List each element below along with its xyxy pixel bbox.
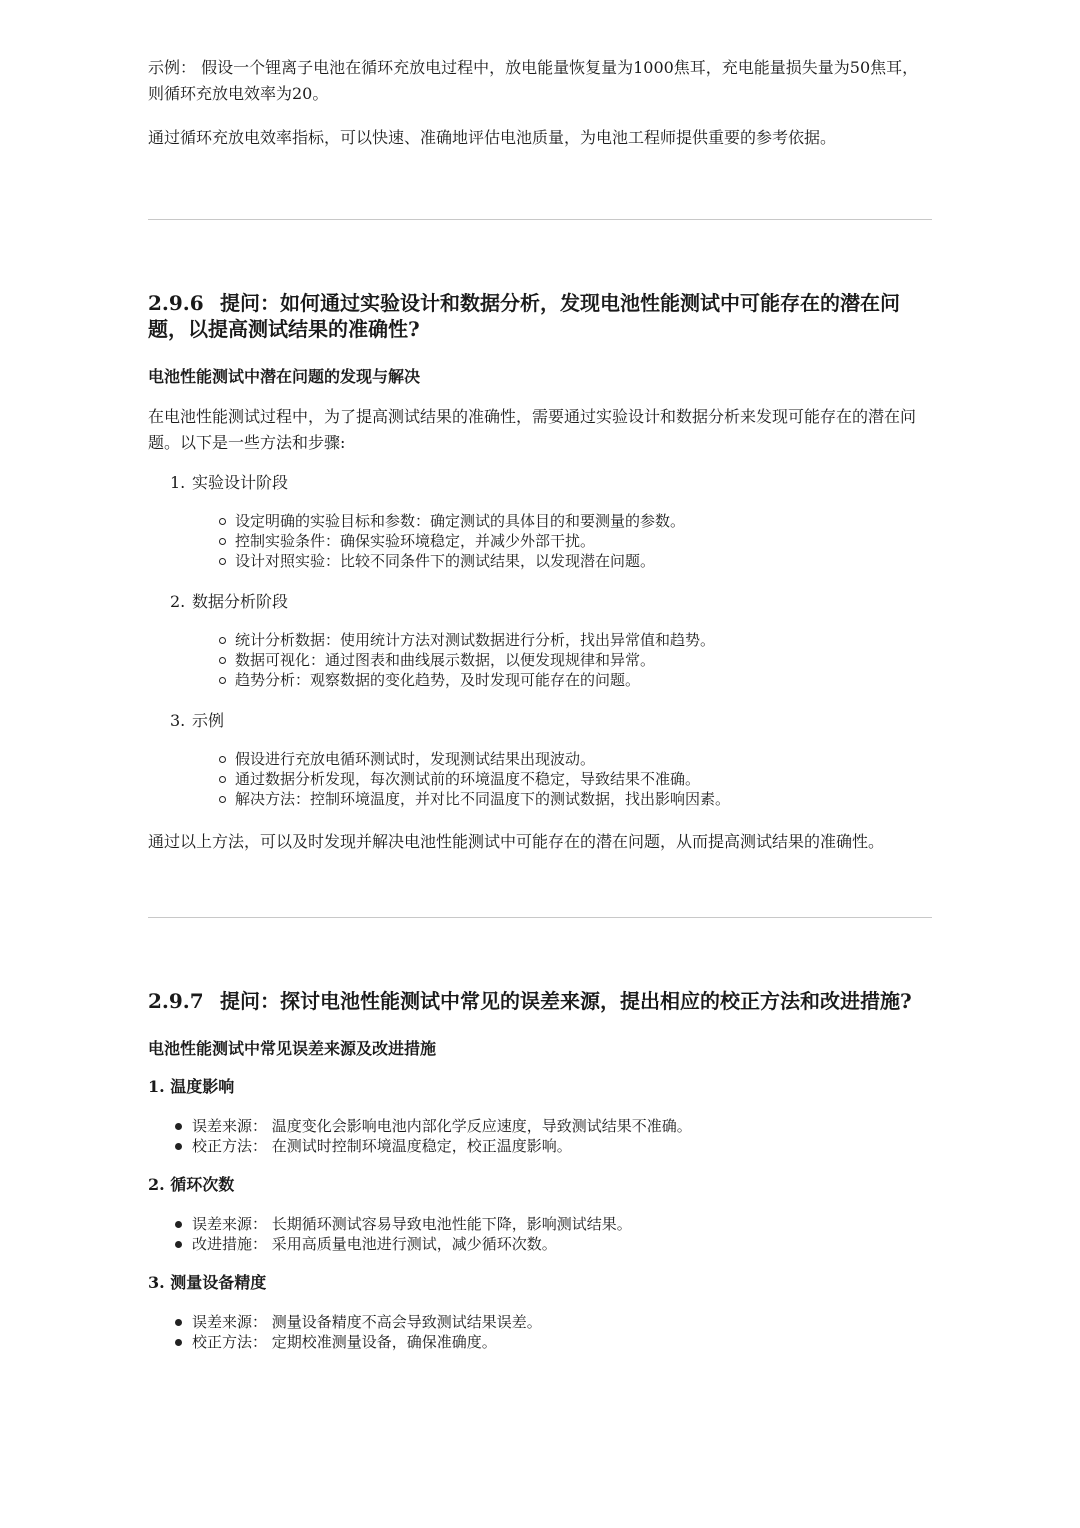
- step-bullets: [148, 511, 932, 571]
- section-subtitle: 电池性能测试中潜在问题的发现与解决: [148, 367, 421, 386]
- document-page: [148, 52, 932, 1352]
- section-title: 提问：如何通过实验设计和数据分析，发现电池性能测试中可能存在的潜在问题，以提高测试结果的准确性?: [148, 291, 900, 341]
- step-label: 实验设计阶段: [192, 473, 289, 492]
- section-title: 提问：探讨电池性能测试中常见的误差来源，提出相应的校正方法和改进措施?: [220, 989, 912, 1013]
- list-item: 统计分析数据：使用统计方法对测试数据进行分析，找出异常值和趋势。: [218, 630, 932, 650]
- list-item: 设计对照实验：比较不同条件下的测试结果，以发现潜在问题。: [218, 551, 932, 571]
- item-label: 误差来源：: [192, 1117, 268, 1135]
- item-text: 定期校准测量设备，确保准确度。: [271, 1333, 497, 1351]
- list-item: 趋势分析：观察数据的变化趋势，及时发现可能存在的问题。: [218, 670, 932, 690]
- list-item: 设定明确的实验目标和参数：确定测试的具体目的和要测量的参数。: [218, 511, 932, 531]
- item-label: 校正方法：: [192, 1333, 268, 1351]
- list-item: [174, 1312, 932, 1332]
- item-label: 改进措施：: [192, 1235, 268, 1253]
- list-item: [174, 1136, 932, 1156]
- group-heading: 1. 温度影响: [148, 1077, 235, 1096]
- example-paragraph: 示例： 假设一个锂离子电池在循环充放电过程中，放电能量恢复量为1000焦耳，充电能量损失量为50焦耳，则循环充放电效率为20。: [148, 58, 919, 103]
- section-subtitle: 电池性能测试中常见误差来源及改进措施: [148, 1039, 437, 1058]
- group-bullets: [148, 1312, 932, 1352]
- step-item: [148, 591, 932, 613]
- step-item: [148, 472, 932, 494]
- section-2-9-7: [148, 988, 932, 1352]
- item-text: 采用高质量电池进行测试，减少循环次数。: [271, 1235, 557, 1253]
- item-text: 测量设备精度不高会导致测试结果误差。: [271, 1313, 542, 1331]
- summary-paragraph: 通过循环充放电效率指标，可以快速、准确地评估电池质量，为电池工程师提供重要的参考依据。: [148, 128, 837, 147]
- intro-paragraph: 在电池性能测试过程中，为了提高测试结果的准确性，需要通过实验设计和数据分析来发现可能存在的潜在问题。以下是一些方法和步骤:: [148, 407, 917, 452]
- item-text: 温度变化会影响电池内部化学反应速度，导致测试结果不准确。: [271, 1117, 692, 1135]
- section-divider: [148, 219, 932, 220]
- item-label: 校正方法：: [192, 1137, 268, 1155]
- item-text: 长期循环测试容易导致电池性能下降，影响测试结果。: [271, 1215, 632, 1233]
- list-item: [174, 1214, 932, 1234]
- step-number: 1.: [170, 473, 186, 492]
- step-bullets: [148, 630, 932, 690]
- section-divider: [148, 917, 932, 918]
- item-label: 误差来源：: [192, 1313, 268, 1331]
- step-label: 示例: [192, 711, 225, 730]
- section-heading: [148, 290, 932, 342]
- list-item: [174, 1332, 932, 1352]
- section-number: 2.9.7: [148, 989, 204, 1013]
- list-item: 数据可视化：通过图表和曲线展示数据，以便发现规律和异常。: [218, 650, 932, 670]
- item-text: 在测试时控制环境温度稳定，校正温度影响。: [271, 1137, 572, 1155]
- step-number: 3.: [170, 711, 186, 730]
- step-bullets: [148, 749, 932, 809]
- section-2-9-6: [148, 290, 932, 855]
- item-label: 误差来源：: [192, 1215, 268, 1233]
- step-item: [148, 710, 932, 732]
- step-number: 2.: [170, 592, 186, 611]
- group-bullets: [148, 1214, 932, 1254]
- list-item: 控制实验条件：确保实验环境稳定，并减少外部干扰。: [218, 531, 932, 551]
- group-heading: 2. 循环次数: [148, 1175, 235, 1194]
- list-item: 解决方法：控制环境温度，并对比不同温度下的测试数据，找出影响因素。: [218, 789, 932, 809]
- group-bullets: [148, 1116, 932, 1156]
- list-item: 通过数据分析发现，每次测试前的环境温度不稳定，导致结果不准确。: [218, 769, 932, 789]
- list-item: 假设进行充放电循环测试时，发现测试结果出现波动。: [218, 749, 932, 769]
- list-item: [174, 1116, 932, 1136]
- step-label: 数据分析阶段: [192, 592, 289, 611]
- conclusion-paragraph: 通过以上方法，可以及时发现并解决电池性能测试中可能存在的潜在问题，从而提高测试结果的准确性。: [148, 832, 885, 851]
- section-heading: [148, 988, 932, 1014]
- group-heading: 3. 测量设备精度: [148, 1273, 267, 1292]
- section-number: 2.9.6: [148, 291, 204, 315]
- list-item: [174, 1234, 932, 1254]
